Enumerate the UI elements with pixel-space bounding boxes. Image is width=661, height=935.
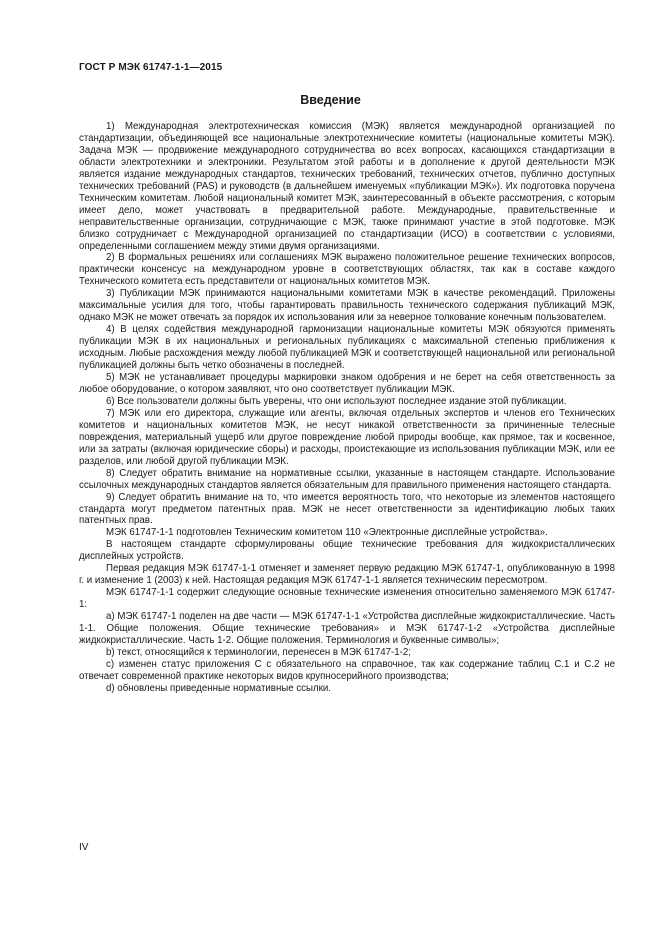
list-item-d: d) обновлены приведенные нормативные ссылки.: [106, 682, 331, 694]
paragraph-4: 4) В целях содействия международной гармонизации национальные комитеты МЭК обязуются применять публикации МЭК в их национальных и региональных публикациях с максимальной степенью приближения к исходным. Любые расхождения между любой публикацией МЭК и соответствующей национальной или региональной публикацией должны быть четко обозначены в последней.: [79, 324, 615, 372]
list-item-c: c) изменен статус приложения C с обязательного на справочное, так как содержание таблиц С.1 и С.2 не отвечает современной практике некоторых видов крупносерийного производства;: [79, 658, 615, 682]
paragraph-8: 8) Следует обратить внимание на нормативные ссылки, указанные в настоящем стандарте. Использование ссылочных международных стандартов является обязательным для правильного применения настоящего стандарта.: [79, 467, 615, 491]
paragraph-scope: В настоящем стандарте сформулированы общие технические требования для жидкокристаллических дисплейных устройств.: [79, 539, 615, 563]
list-item-a: a) МЭК 61747-1 поделен на две части — МЭК 61747-1-1 «Устройства дисплейные жидкокристаллические. Часть 1-1. Общие положения. Общие технические требования» и МЭК 61747-1-2 «Устройства дисплейные жидкокристаллические. Часть 1-2. Общие положения. Терминология и буквенные символы»;: [79, 611, 615, 646]
paragraph-7: 7) МЭК или его директора, служащие или агенты, включая отдельных экспертов и членов его Технических комитетов и национальных комитетов МЭК, не несут никакой ответственности за причиненные телесные повреждения, материальный ущерб или другое повреждение любой природы вообще, как прямое, так и косвенное, или за затраты (включая юридические сборы) и расходы, проистекающие из использования публикации МЭК, или ее разделов, или любой другой публикации МЭК.: [79, 407, 615, 467]
paragraph-9: 9) Следует обратить внимание на то, что имеется вероятность того, что некоторые из элементов настоящего стандарта могут предметом патентных прав. МЭК не несет ответственности за идентификацию любых таких патентных прав.: [79, 491, 615, 527]
document-code-header: ГОСТ Р МЭК 61747-1-1—2015: [79, 62, 223, 73]
paragraph-3: 3) Публикации МЭК принимаются национальными комитетами МЭК в качестве рекомендаций. Приложены максимальные усилия для того, чтобы гарантировать правильность технического содержания публикаций МЭК, однако МЭК не может отвечать за порядок их использования или за неверное толкование конечным пользователем.: [79, 288, 615, 324]
paragraph-2: 2) В формальных решениях или соглашениях МЭК выражено положительное решение технических вопросов, практически консенсус на международном уровне в соответствующих областях, так как в составе каждого Технического комитета есть представители от национальных комитетов МЭК.: [79, 252, 615, 288]
paragraph-edition: Первая редакция МЭК 61747-1-1 отменяет и заменяет первую редакцию МЭК 61747-1, опубликованную в 1998 г. и изменение 1 (2003) к ней. Настоящая редакция МЭК 61747-1-1 является техническим пересмотром.: [79, 563, 615, 587]
page-number: IV: [79, 842, 89, 853]
paragraph-changes-intro: МЭК 61747-1-1 содержит следующие основные технические изменения относительно заменяемого МЭК 61747-1:: [79, 587, 615, 611]
section-title: Введение: [300, 93, 361, 107]
paragraph-prepared-by: МЭК 61747-1-1 подготовлен Техническим комитетом 110 «Электронные дисплейные устройства».: [106, 527, 548, 539]
body-text: [79, 121, 615, 695]
paragraph-6: 6) Все пользователи должны быть уверены, что они используют последнее издание этой публикации.: [106, 395, 567, 407]
list-item-b: b) текст, относящийся к терминологии, перенесен в МЭК 61747-1-2;: [106, 646, 411, 658]
paragraph-5: 5) МЭК не устанавливает процедуры маркировки знаком одобрения и не берет на себя ответственность за любое оборудование, о котором заявляют, что оно соответствует публикации МЭК.: [79, 372, 615, 395]
paragraph-1: 1) Международная электротехническая комиссия (МЭК) является международной организацией по стандартизации, объединяющей все национальные электротехнические комитеты (национальные комитеты МЭК). Задача МЭК — продвижение международного сотрудничества во всех вопросах, касающихся стандартизации в области электротехники и электроники. Результатом этой работы и в дополнение к другой деятельности МЭК является издание международных стандартов, технических требований, технических отчетов, публично доступных технических требований (PAS) и руководств (в дальнейшем именуемых «публикации МЭК»). Их подготовка поручена Техническим комитетам. Любой национальный комитет МЭК, заинтересованный в объекте рассмотрения, с которым имеет дело, может участвовать в предварительной работе. Международные, правительственные и неправительственные организации, сотрудничающие с МЭК, также принимают участие в этой подготовке. МЭК близко сотрудничает с Международной организацией по стандартизации (ИСО) в соответствии с условиями, определенными соглашением между этими двумя организациями.: [79, 121, 615, 252]
